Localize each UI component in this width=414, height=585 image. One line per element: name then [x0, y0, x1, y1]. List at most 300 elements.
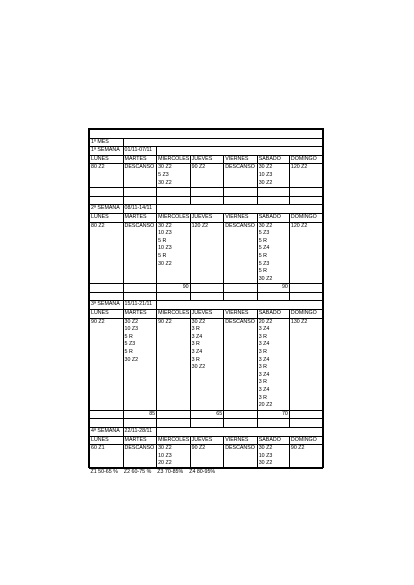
session-line: 5 R — [124, 349, 133, 356]
blank-line — [291, 261, 321, 269]
blank-line — [125, 261, 156, 269]
legend-item: Z3 70-85% — [157, 468, 184, 475]
blank-line — [91, 334, 122, 342]
session-line: 5 Z4 — [258, 245, 270, 252]
week-dates: 15/11-21/11 — [123, 301, 157, 310]
blank-line — [291, 172, 321, 180]
week-total — [90, 284, 124, 293]
week-total — [123, 188, 157, 197]
week-sessions-row — [90, 164, 323, 188]
session-line: 3 Z4 — [191, 349, 203, 356]
empty-cell — [224, 419, 258, 428]
session-line: 3 R — [258, 349, 267, 356]
session-line: 5 Z3 — [258, 230, 270, 237]
blank-line — [91, 341, 122, 349]
blank-line — [91, 460, 122, 468]
blank-line — [291, 253, 321, 261]
session-line: 3 Z4 — [258, 356, 270, 363]
day-session-cell — [224, 222, 258, 284]
empty-cell — [257, 419, 289, 428]
week-sessions-row — [90, 445, 323, 469]
week-sessions-row — [90, 318, 323, 410]
day-header: LUNES — [90, 436, 124, 445]
blank-line — [225, 334, 256, 342]
empty-cell — [157, 292, 191, 301]
day-session-cell — [224, 445, 258, 469]
day-header: VIERNES — [224, 436, 258, 445]
session-line: 30 Z2 — [158, 164, 172, 171]
day-session-cell — [123, 164, 157, 188]
blank-line — [225, 402, 256, 410]
week-total — [289, 284, 322, 293]
blank-line — [291, 460, 321, 468]
day-header: MIÉRCOLES — [157, 436, 191, 445]
blank-line — [158, 364, 189, 372]
week-total: 70 — [257, 410, 289, 419]
session-line: 120 Z2 — [191, 222, 209, 229]
day-header: LUNES — [90, 155, 124, 164]
blank-line — [91, 349, 122, 357]
empty-cell — [224, 292, 258, 301]
blank-line — [158, 276, 189, 284]
blank-line — [192, 453, 223, 461]
day-session-cell — [190, 318, 224, 410]
week-label: 4ª SEMANA — [90, 427, 124, 436]
day-session-cell — [190, 164, 224, 188]
day-header: LUNES — [90, 213, 124, 222]
week-total — [224, 410, 258, 419]
week-total — [289, 188, 322, 197]
blank-line — [125, 402, 156, 410]
session-line: 90 Z2 — [191, 164, 206, 171]
day-session-cell — [224, 318, 258, 410]
week-total — [289, 410, 322, 419]
empty-cell — [90, 292, 124, 301]
day-header: MARTES — [123, 310, 157, 319]
blank-line — [158, 349, 189, 357]
blank-line — [291, 402, 321, 410]
legend-item: Z4 80-95% — [189, 468, 216, 475]
session-line: DESCANSO — [225, 318, 255, 325]
day-session-cell — [90, 318, 124, 410]
blank-line — [291, 453, 321, 461]
empty-cell — [157, 427, 323, 436]
blank-line — [91, 268, 122, 276]
session-line: DESCANSO — [124, 164, 155, 171]
day-header: MARTES — [123, 436, 157, 445]
blank-line — [91, 402, 122, 410]
week-label: 1ª SEMANA — [90, 147, 124, 156]
blank-line — [91, 364, 122, 372]
day-session-cell — [123, 318, 157, 410]
week-total: 85 — [123, 410, 157, 419]
blank-line — [158, 334, 189, 342]
session-line: 3 Z4 — [191, 333, 203, 340]
blank-line — [158, 326, 189, 334]
info-row — [90, 427, 323, 436]
day-session-cell — [257, 164, 289, 188]
training-plan-sheet — [88, 128, 324, 475]
blank-line — [158, 372, 189, 380]
blank-line — [125, 395, 156, 403]
week-total: 65 — [190, 410, 224, 419]
legend-item: Z2 60-75 % — [123, 468, 152, 475]
session-line: 5 Z3 — [158, 171, 169, 178]
info-row — [90, 205, 323, 214]
day-header-row — [90, 155, 323, 164]
blank-line — [192, 276, 223, 284]
blank-line — [291, 372, 321, 380]
session-line: 3 R — [258, 379, 267, 386]
empty-cell — [257, 292, 289, 301]
blank-line — [91, 357, 122, 365]
info-row — [90, 138, 323, 147]
day-header-row — [90, 310, 323, 319]
blank-line — [91, 387, 122, 395]
session-line: 30 Z2 — [258, 222, 273, 229]
empty-cell — [90, 419, 124, 428]
session-line: 5 Z3 — [258, 260, 270, 267]
blank-line — [225, 326, 256, 334]
day-header: SÁBADO — [257, 155, 289, 164]
day-header: VIERNES — [224, 213, 258, 222]
blank-line — [192, 238, 223, 246]
day-session-cell — [289, 222, 322, 284]
session-line: 5 R — [158, 237, 167, 244]
session-line: DESCANSO — [225, 164, 255, 171]
blank-line — [91, 230, 122, 238]
day-header-row — [90, 213, 323, 222]
blank-line — [291, 364, 321, 372]
session-line: 3 Z4 — [258, 326, 270, 333]
blank-line — [291, 180, 321, 188]
blank-line — [291, 245, 321, 253]
day-session-cell — [157, 445, 191, 469]
blank-line — [225, 230, 256, 238]
blank-line — [225, 180, 256, 188]
blank-line — [192, 230, 223, 238]
day-header: LUNES — [90, 310, 124, 319]
spacer-row — [90, 419, 323, 428]
day-header: MIÉRCOLES — [157, 213, 191, 222]
week-totals-row — [90, 188, 323, 197]
day-header: MARTES — [123, 213, 157, 222]
blank-line — [158, 379, 189, 387]
blank-line — [192, 180, 223, 188]
session-line: 10 Z3 — [158, 452, 172, 459]
empty-cell — [224, 196, 258, 205]
blank-line — [291, 334, 321, 342]
empty-cell — [123, 196, 157, 205]
blank-line — [192, 172, 223, 180]
blank-line — [158, 357, 189, 365]
blank-line — [192, 460, 223, 468]
blank-line — [225, 387, 256, 395]
session-line: 80 Z2 — [91, 164, 105, 171]
session-line: 30 Z2 — [158, 445, 172, 452]
info-row — [90, 130, 323, 139]
info-row — [90, 147, 323, 156]
blank-line — [291, 349, 321, 357]
blank-line — [192, 253, 223, 261]
empty-cell — [123, 138, 322, 147]
empty-cell — [190, 196, 224, 205]
session-line: 3 R — [258, 394, 267, 401]
session-line: 3 R — [258, 333, 267, 340]
session-line: 10 Z3 — [258, 452, 273, 459]
legend-cell — [90, 468, 323, 476]
empty-cell — [289, 196, 322, 205]
session-line: 90 Z2 — [91, 318, 105, 325]
week-totals-row — [90, 284, 323, 293]
blank-line — [125, 460, 156, 468]
blank-line — [91, 261, 122, 269]
blank-line — [192, 402, 223, 410]
blank-line — [91, 326, 122, 334]
day-header: JUEVES — [190, 213, 224, 222]
empty-cell — [123, 292, 157, 301]
blank-line — [125, 379, 156, 387]
blank-line — [158, 268, 189, 276]
blank-line — [225, 172, 256, 180]
empty-cell — [190, 419, 224, 428]
session-line: DESCANSO — [225, 445, 255, 452]
day-session-cell — [90, 445, 124, 469]
session-line: 10 Z3 — [124, 326, 139, 333]
blank-line — [125, 387, 156, 395]
training-table-body — [90, 130, 323, 477]
empty-cell — [157, 196, 191, 205]
day-session-cell — [123, 222, 157, 284]
session-line: 10 Z3 — [158, 245, 172, 252]
empty-cell — [289, 292, 322, 301]
blank-line — [291, 238, 321, 246]
day-header: DOMINGO — [289, 310, 322, 319]
blank-line — [192, 261, 223, 269]
blank-line — [125, 245, 156, 253]
day-session-cell — [157, 222, 191, 284]
session-line: 120 Z2 — [290, 222, 308, 229]
blank-line — [291, 387, 321, 395]
session-line: 20 Z2 — [258, 318, 273, 325]
blank-line — [225, 395, 256, 403]
blank-line — [91, 253, 122, 261]
spacer-row — [90, 292, 323, 301]
session-line: 20 Z2 — [258, 402, 273, 409]
blank-line — [91, 245, 122, 253]
blank-line — [125, 230, 156, 238]
session-line: 5 R — [258, 237, 267, 244]
blank-line — [225, 276, 256, 284]
day-header: VIERNES — [224, 310, 258, 319]
day-session-cell — [90, 222, 124, 284]
blank-line — [225, 453, 256, 461]
day-header: DOMINGO — [289, 155, 322, 164]
blank-line — [291, 395, 321, 403]
blank-line — [225, 460, 256, 468]
session-line: 30 Z2 — [158, 260, 172, 267]
day-session-cell — [190, 445, 224, 469]
blank-line — [225, 341, 256, 349]
session-line: 30 Z2 — [258, 164, 273, 171]
session-line: 20 Z2 — [158, 460, 172, 467]
day-header-row — [90, 436, 323, 445]
blank-line — [291, 357, 321, 365]
empty-cell — [157, 419, 191, 428]
blank-line — [192, 245, 223, 253]
blank-line — [225, 349, 256, 357]
session-line: 30 Z2 — [258, 445, 273, 452]
day-session-cell — [289, 318, 322, 410]
legend-row — [90, 468, 323, 476]
blank-line — [91, 276, 122, 284]
blank-line — [291, 326, 321, 334]
session-line: 10 Z3 — [158, 230, 172, 237]
session-line: 90 Z2 — [290, 445, 305, 452]
blank-line — [91, 238, 122, 246]
session-line: 90 Z2 — [191, 445, 206, 452]
day-session-cell — [224, 164, 258, 188]
day-session-cell — [257, 445, 289, 469]
blank-line — [125, 253, 156, 261]
day-header: JUEVES — [190, 436, 224, 445]
blank-line — [291, 341, 321, 349]
blank-line — [91, 372, 122, 380]
day-header: SÁBADO — [257, 436, 289, 445]
blank-line — [158, 402, 189, 410]
week-dates: 01/11-07/11 — [123, 147, 157, 156]
blank-line — [225, 372, 256, 380]
week-total — [90, 188, 124, 197]
blank-line — [225, 268, 256, 276]
blank-line — [225, 245, 256, 253]
week-totals-row — [90, 410, 323, 419]
session-line: 130 Z2 — [290, 318, 308, 325]
blank-line — [91, 180, 122, 188]
day-header: DOMINGO — [289, 213, 322, 222]
info-row — [90, 301, 323, 310]
day-session-cell — [157, 318, 191, 410]
empty-cell — [157, 301, 323, 310]
session-line: 5 R — [258, 252, 267, 259]
blank-line — [91, 379, 122, 387]
session-line: 80 Z2 — [91, 222, 105, 229]
blank-line — [225, 238, 256, 246]
week-sessions-row — [90, 222, 323, 284]
week-label: 3ª SEMANA — [90, 301, 124, 310]
day-session-cell — [257, 318, 289, 410]
blank-line — [192, 395, 223, 403]
blank-line — [125, 180, 156, 188]
blank-line — [125, 372, 156, 380]
session-line: DESCANSO — [225, 222, 255, 229]
day-header: MARTES — [123, 155, 157, 164]
session-line: 5 R — [258, 268, 267, 275]
blank-line — [225, 253, 256, 261]
session-line: 10 Z3 — [258, 171, 273, 178]
week-total — [190, 284, 224, 293]
session-line: 30 Z2 — [158, 179, 172, 186]
session-line: 3 Z4 — [258, 387, 270, 393]
session-line: 3 Z4 — [258, 371, 270, 378]
spacer-row — [90, 196, 323, 205]
day-header: SÁBADO — [257, 213, 289, 222]
blank-line — [91, 453, 122, 461]
session-line: 60 Z1 — [91, 445, 105, 452]
empty-cell — [157, 205, 323, 214]
empty-cell — [123, 419, 157, 428]
session-line: 5 R — [158, 252, 167, 259]
day-session-cell — [190, 222, 224, 284]
month-title: 1º MES — [90, 138, 124, 147]
blank-line — [158, 387, 189, 395]
legend-item: Z1 50-65 % — [90, 468, 118, 475]
day-header: VIERNES — [224, 155, 258, 164]
training-table — [89, 129, 323, 477]
week-total — [157, 410, 191, 419]
day-session-cell — [289, 164, 322, 188]
blank-line — [125, 453, 156, 461]
blank-line — [291, 268, 321, 276]
blank-line — [192, 379, 223, 387]
session-line: 30 Z2 — [258, 179, 273, 186]
blank-line — [91, 172, 122, 180]
day-header: DOMINGO — [289, 436, 322, 445]
session-line: 30 Z2 — [191, 318, 206, 325]
blank-line — [225, 357, 256, 365]
day-header: JUEVES — [190, 310, 224, 319]
session-line: DESCANSO — [124, 445, 155, 452]
week-total: 90 — [157, 284, 191, 293]
blank-line — [291, 230, 321, 238]
week-total: 90 — [257, 284, 289, 293]
blank-line — [291, 379, 321, 387]
day-session-cell — [123, 445, 157, 469]
day-session-cell — [257, 222, 289, 284]
week-total — [257, 188, 289, 197]
session-line: 3 R — [191, 326, 200, 333]
session-line: 5 R — [124, 333, 133, 340]
session-line: 3 R — [258, 364, 267, 371]
session-line: 30 Z2 — [124, 318, 139, 325]
blank-line — [125, 172, 156, 180]
blank-line — [158, 395, 189, 403]
session-line: 120 Z2 — [290, 164, 308, 171]
blank-line — [91, 395, 122, 403]
blank-line — [125, 238, 156, 246]
blank-line — [225, 379, 256, 387]
session-line: 30 Z2 — [258, 275, 273, 282]
blank-line — [225, 261, 256, 269]
blank-line — [125, 364, 156, 372]
empty-cell — [90, 130, 323, 139]
session-line: 30 Z2 — [124, 356, 139, 363]
day-session-cell — [289, 445, 322, 469]
day-session-cell — [157, 164, 191, 188]
session-line: DESCANSO — [124, 222, 155, 229]
empty-cell — [157, 147, 323, 156]
week-total — [190, 188, 224, 197]
empty-cell — [90, 196, 124, 205]
blank-line — [125, 276, 156, 284]
session-line: 30 Z2 — [158, 222, 172, 229]
blank-line — [158, 341, 189, 349]
session-line: 3 Z4 — [258, 341, 270, 348]
session-line: 3 R — [191, 341, 200, 348]
session-line: 3 R — [191, 356, 200, 363]
day-session-cell — [90, 164, 124, 188]
blank-line — [291, 276, 321, 284]
